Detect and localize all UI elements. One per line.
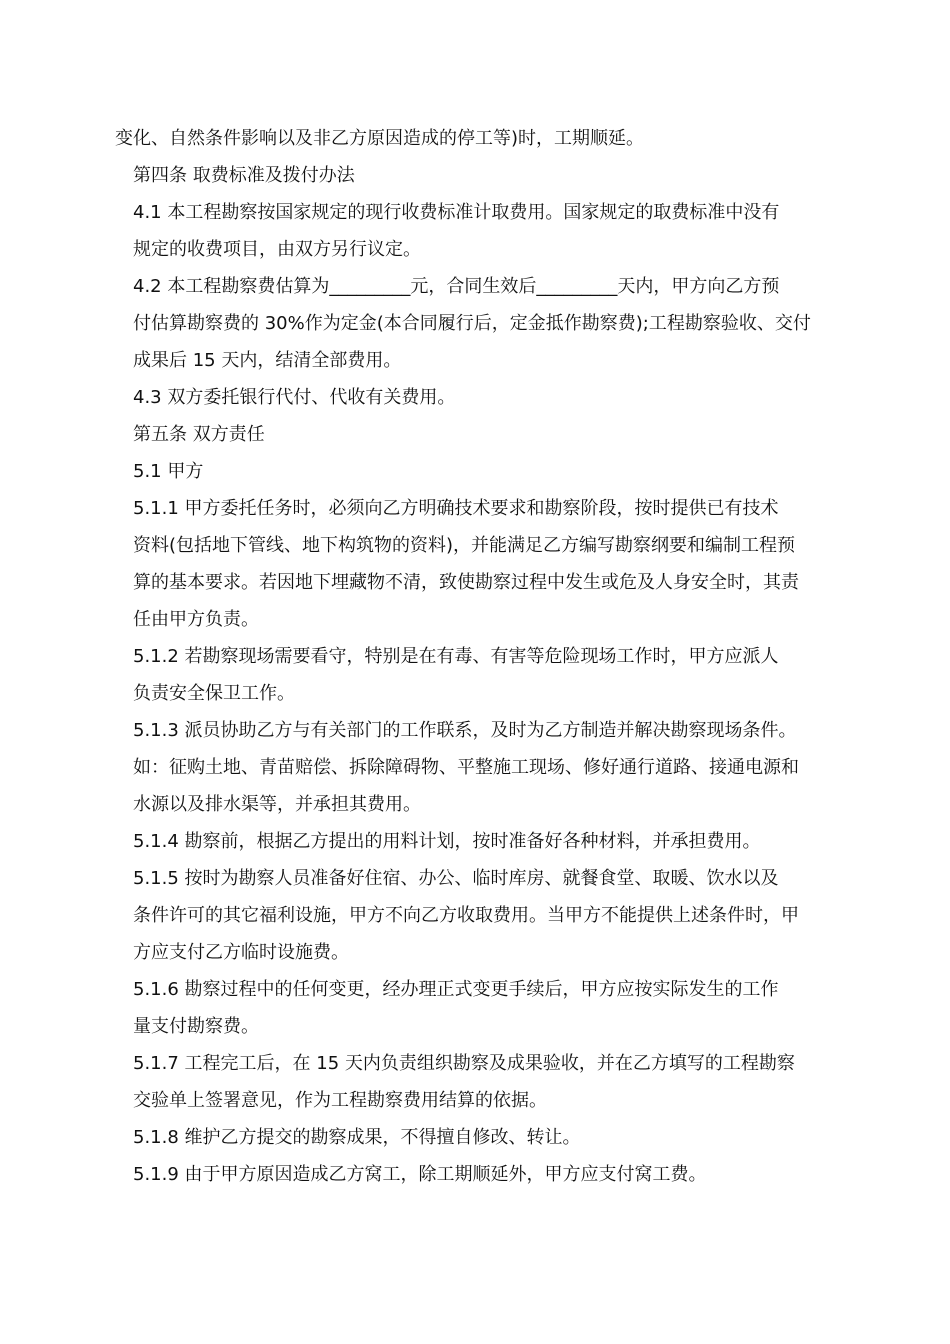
text-line: 第五条 双方责任 [133,424,265,445]
text-line: 5.1.9 由于甲方原因造成乙方窝工，除工期顺延外，甲方应支付窝工费。 [133,1164,707,1185]
text-line: 负责安全保卫工作。 [133,683,295,704]
text-line: 5.1.3 派员协助乙方与有关部门的工作联系，及时为乙方制造并解决勘察现场条件。 [133,720,797,741]
text-line: 条件许可的其它福利设施，甲方不向乙方收取费用。当甲方不能提供上述条件时，甲 [133,905,799,926]
paragraph [115,1045,835,1119]
paragraph [115,971,835,1045]
paragraph [115,1119,835,1156]
paragraph [115,860,835,971]
text-line: 任由甲方负责。 [133,609,259,630]
text-line: 水源以及排水渠等，并承担其费用。 [133,794,421,815]
paragraph [115,120,835,157]
paragraph [115,416,835,453]
paragraph [115,268,835,379]
paragraph [115,490,835,638]
paragraph [115,379,835,416]
paragraph [115,712,835,823]
text-line: 交验单上签署意见，作为工程勘察费用结算的依据。 [133,1090,547,1111]
text-line: 5.1 甲方 [133,461,204,482]
paragraph [115,194,835,268]
text-line: 5.1.8 维护乙方提交的勘察成果，不得擅自修改、转让。 [133,1127,581,1148]
text-line: 5.1.7 工程完工后，在 15 天内负责组织勘察及成果验收，并在乙方填写的工程勘察 [133,1053,795,1074]
text-line: 资料(包括地下管线、地下构筑物的资料)，并能满足乙方编写勘察纲要和编制工程预 [133,535,796,556]
text-line: 4.2 本工程勘察费估算为_________元，合同生效后_________天内，甲方向乙方预 [133,276,780,297]
paragraph [115,823,835,860]
text-line: 4.1 本工程勘察按国家规定的现行收费标准计取费用。国家规定的取费标准中没有 [133,202,780,223]
text-line: 方应支付乙方临时设施费。 [133,942,349,963]
text-line: 成果后 15 天内，结清全部费用。 [133,350,402,371]
text-line: 算的基本要求。若因地下埋藏物不清，致使勘察过程中发生或危及人身安全时，其责 [133,572,799,593]
text-line: 量支付勘察费。 [133,1016,259,1037]
text-line: 第四条 取费标准及拨付办法 [133,165,355,186]
paragraph [115,157,835,194]
text-line: 5.1.4 勘察前，根据乙方提出的用料计划，按时准备好各种材料，并承担费用。 [133,831,761,852]
text-line: 5.1.6 勘察过程中的任何变更，经办理正式变更手续后，甲方应按实际发生的工作 [133,979,779,1000]
text-line: 4.3 双方委托银行代付、代收有关费用。 [133,387,456,408]
text-line: 5.1.2 若勘察现场需要看守，特别是在有毒、有害等危险现场工作时，甲方应派人 [133,646,779,667]
text-line: 付估算勘察费的 30%作为定金(本合同履行后，定金抵作勘察费);工程勘察验收、交付 [133,313,811,334]
paragraph [115,453,835,490]
paragraph [115,638,835,712]
document-body [115,120,835,1193]
text-line: 5.1.5 按时为勘察人员准备好住宿、办公、临时库房、就餐食堂、取暖、饮水以及 [133,868,779,889]
text-line: 规定的收费项目，由双方另行议定。 [133,239,421,260]
text-line: 如：征购土地、青苗赔偿、拆除障碍物、平整施工现场、修好通行道路、接通电源和 [133,757,799,778]
text-line: 变化、自然条件影响以及非乙方原因造成的停工等)时，工期顺延。 [115,128,645,149]
paragraph [115,1156,835,1193]
text-line: 5.1.1 甲方委托任务时，必须向乙方明确技术要求和勘察阶段，按时提供已有技术 [133,498,779,519]
